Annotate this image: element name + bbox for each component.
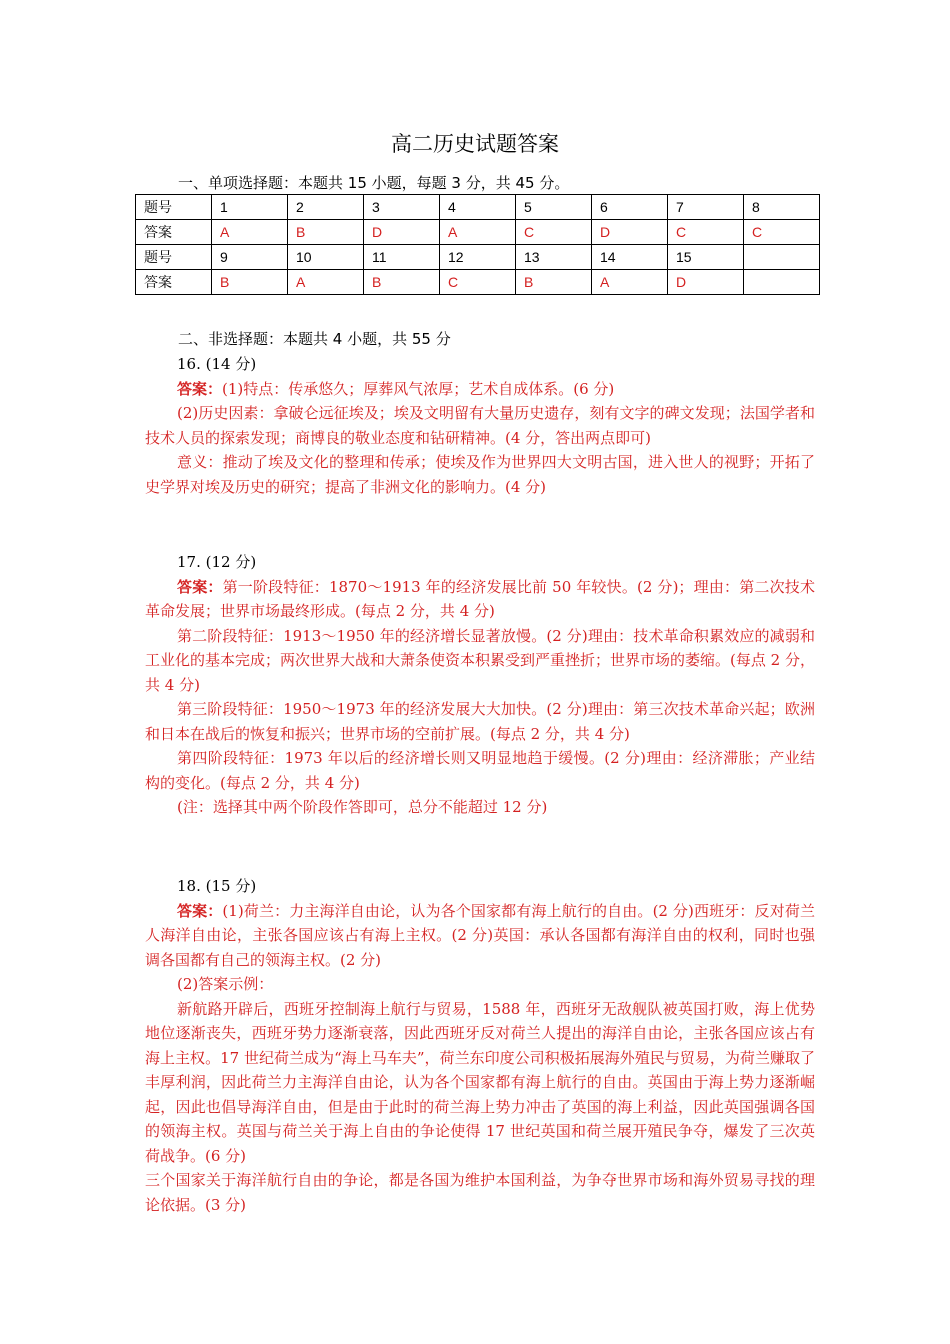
question-number-cell: 7 xyxy=(668,195,744,220)
q17-answer-p4: 第四阶段特征：1973 年以后的经济增长则又明显地趋于缓慢。(2 分)理由：经济滞胀；产业结构的变化。(每点 2 分，共 4 分) xyxy=(145,749,815,792)
q17-head: 17. (12 分) xyxy=(177,553,257,571)
question-number-cell: 11 xyxy=(364,245,440,270)
answer-cell: C xyxy=(668,220,744,245)
q16-answer-p2: (2)历史因素：拿破仑远征埃及；埃及文明留有大量历史遗存，刻有文字的碑文发现；法国学者和技术人员的探索发现；商博良的敬业态度和钻研精神。(4 分，答出两点即可) xyxy=(145,404,815,447)
answer-table-row xyxy=(136,195,820,220)
section1-heading: 一、单项选择题：本题共 15 小题，每题 3 分，共 45 分。 xyxy=(178,174,570,192)
row-label: 题号 xyxy=(136,195,212,220)
answer-cell: B xyxy=(516,270,592,295)
q16-answer-p3: 意义：推动了埃及文化的整理和传承；使埃及作为世界四大文明古国，进入世人的视野；开拓了史学界对埃及历史的研究；提高了非洲文化的影响力。(4 分) xyxy=(145,453,815,496)
question-number-cell: 9 xyxy=(212,245,288,270)
q16-head: 16. (14 分) xyxy=(177,355,257,373)
answer-table-row xyxy=(136,245,820,270)
question-number-cell: 3 xyxy=(364,195,440,220)
q18-answer-label: 答案： xyxy=(177,901,223,920)
answer-table xyxy=(135,194,820,295)
question-number-cell: 8 xyxy=(744,195,820,220)
section2-heading: 二、非选择题：本题共 4 小题，共 55 分 xyxy=(178,330,451,348)
page-title: 高二历史试题答案 xyxy=(391,132,559,156)
row-label: 题号 xyxy=(136,245,212,270)
question-18 xyxy=(145,874,815,1217)
question-number-cell xyxy=(744,245,820,270)
q17-answer-p1 xyxy=(145,575,815,624)
q18-answer-p4: 三个国家关于海洋航行自由的争论，都是各国为维护本国利益，为争夺世界市场和海外贸易寻找的理论依据。(3 分) xyxy=(145,1171,815,1214)
answer-table-row xyxy=(136,270,820,295)
answer-cell: A xyxy=(592,270,668,295)
question-number-cell: 15 xyxy=(668,245,744,270)
answer-cell: A xyxy=(440,220,516,245)
answer-cell: C xyxy=(516,220,592,245)
q16-p1-text: (1)特点：传承悠久；厚葬风气浓厚；艺术自成体系。(6 分) xyxy=(222,379,615,398)
answer-cell xyxy=(744,270,820,295)
answer-cell: D xyxy=(668,270,744,295)
q18-answer-p1 xyxy=(145,899,815,973)
question-number-cell: 5 xyxy=(516,195,592,220)
question-number-cell: 6 xyxy=(592,195,668,220)
question-number-cell: 12 xyxy=(440,245,516,270)
answer-cell: C xyxy=(440,270,516,295)
question-number-cell: 10 xyxy=(288,245,364,270)
q17-note: (注：选择其中两个阶段作答即可，总分不能超过 12 分) xyxy=(177,798,548,816)
q17-answer-p3: 第三阶段特征：1950～1973 年的经济发展大大加快。(2 分)理由：第三次技术革命兴起；欧洲和日本在战后的恢复和振兴；世界市场的空前扩展。(每点 2 分，共 4 分) xyxy=(145,700,815,743)
answer-cell: D xyxy=(592,220,668,245)
answer-cell: B xyxy=(364,270,440,295)
answer-cell: D xyxy=(364,220,440,245)
q16-answer-p1 xyxy=(145,377,815,402)
q17-answer-p2: 第二阶段特征：1913～1950 年的经济增长显著放慢。(2 分)理由：技术革命积累效应的减弱和工业化的基本完成；两次世界大战和大萧条使资本积累受到严重挫折；世界市场的萎缩。(每点 2 分，共 4 分) xyxy=(145,626,815,694)
answer-cell: C xyxy=(744,220,820,245)
q18-p1-text: (1)荷兰：力主海洋自由论，认为各个国家都有海上航行的自由。(2 分)西班牙：反对荷兰人海洋自由论，主张各国应该占有海上主权。(2 分)英国：承认各国都有海洋自由的权利，同时也强调各国都有自己的领海主权。(2 分) xyxy=(145,901,815,969)
question-17 xyxy=(145,550,815,820)
answer-table-row xyxy=(136,220,820,245)
q16-answer-label: 答案： xyxy=(177,379,223,398)
question-16 xyxy=(145,352,815,499)
question-number-cell: 2 xyxy=(288,195,364,220)
question-number-cell: 14 xyxy=(592,245,668,270)
q18-answer-p2: (2)答案示例： xyxy=(177,975,274,993)
q17-answer-label: 答案： xyxy=(177,577,223,596)
answer-cell: B xyxy=(212,270,288,295)
answer-cell: A xyxy=(288,270,364,295)
question-number-cell: 4 xyxy=(440,195,516,220)
question-number-cell: 13 xyxy=(516,245,592,270)
answer-cell: A xyxy=(212,220,288,245)
q17-p1-text: 第一阶段特征：1870～1913 年的经济发展比前 50 年较快。(2 分)；理由：第二次技术革命发展；世界市场最终形成。(每点 2 分，共 4 分) xyxy=(145,577,815,620)
row-label: 答案 xyxy=(136,270,212,295)
q18-answer-p3: 新航路开辟后，西班牙控制海上航行与贸易，1588 年，西班牙无敌舰队被英国打败，海上优势地位逐渐丧失，西班牙势力逐渐衰落，因此西班牙反对荷兰人提出的海洋自由论，主张各国应该占有海上主权。17 世纪荷兰成为“海上马车夫”，荷兰东印度公司积极拓展海外殖民与贸易，为荷兰赚取了丰厚利润，因此荷兰力主海洋自由论，认为各个国家都有海上航行的自由。英国由于海上势力逐渐崛起，因此也倡导海洋自由，但是由于此时的荷兰海上势力冲击了英国的海上利益，因此英国强调各国的领海主权。英国与荷兰关于海上自由的争论使得 17 世纪英国和荷兰展开殖民争夺，爆发了三次英荷战争。(6 分) xyxy=(145,999,815,1165)
row-label: 答案 xyxy=(136,220,212,245)
answer-cell: B xyxy=(288,220,364,245)
q18-head: 18. (15 分) xyxy=(177,877,257,895)
question-number-cell: 1 xyxy=(212,195,288,220)
